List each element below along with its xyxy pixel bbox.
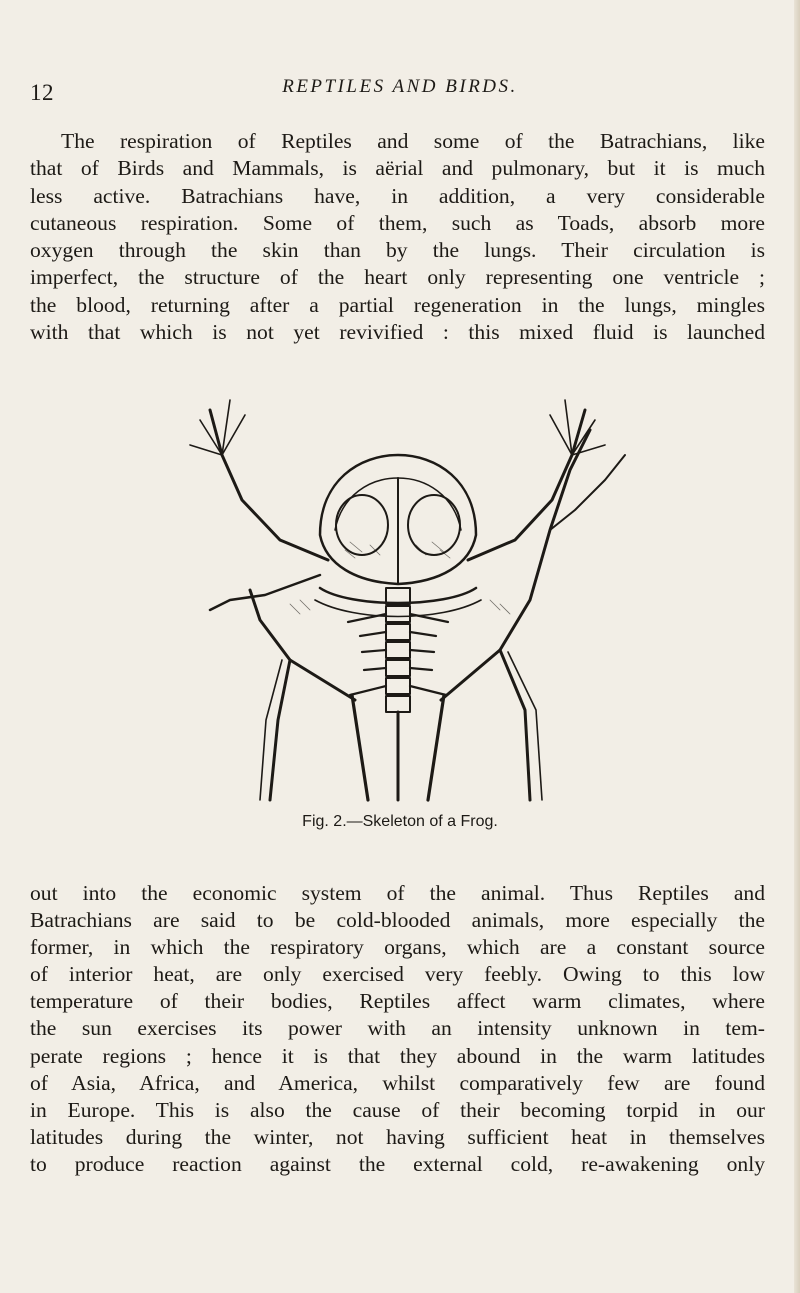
paragraph-top	[30, 128, 765, 346]
text-line: former, in which the respiratory organs, which are a constant source	[30, 935, 765, 960]
text-line: out into the economic system of the animal. Thus Reptiles and	[30, 881, 765, 905]
paragraph-bottom	[30, 880, 765, 1178]
text-line: temperature of their bodies, Reptiles affect warm climates, where	[30, 989, 765, 1014]
text-line: of interior heat, are only exercised very feebly. Owing to this low	[30, 962, 765, 987]
frog-skeleton-illustration	[170, 360, 630, 805]
text-line: of Asia, Africa, and America, whilst comparatively few are found	[30, 1070, 765, 1095]
figure-caption: Fig. 2.—Skeleton of a Frog.	[302, 813, 498, 830]
text-line: Batrachians are said to be cold-blooded animals, more especially the	[30, 908, 765, 933]
text-line: that of Birds and Mammals, is aërial and pulmonary, but it is much	[30, 156, 765, 181]
text-line: the sun exercises its power with an intensity unknown in tem-	[30, 1016, 765, 1041]
text-line: latitudes during the winter, not having sufficient heat in themselves	[30, 1124, 765, 1149]
text-line: to produce reaction against the external cold, re-awakening only	[30, 1151, 765, 1176]
text-line: oxygen through the skin than by the lungs. Their circulation is	[30, 238, 765, 263]
text-line: perate regions ; hence it is that they abound in the warm latitudes	[30, 1043, 765, 1068]
page-edge	[794, 0, 800, 1293]
text-line: imperfect, the structure of the heart only representing one ventricle ;	[30, 265, 765, 290]
text-line: less active. Batrachians have, in addition, a very considerable	[30, 183, 765, 208]
text-line: The respiration of Reptiles and some of the Batrachians, like	[61, 129, 765, 153]
text-line: with that which is not yet revivified : this mixed fluid is launched	[30, 320, 765, 345]
text-line: the blood, returning after a partial regeneration in the lungs, mingles	[30, 292, 765, 317]
running-head: REPTILES AND BIRDS.	[282, 76, 518, 97]
page-number: 12	[30, 80, 54, 105]
text-line: in Europe. This is also the cause of their becoming torpid in our	[30, 1097, 765, 1122]
text-line: cutaneous respiration. Some of them, such as Toads, absorb more	[30, 210, 765, 235]
